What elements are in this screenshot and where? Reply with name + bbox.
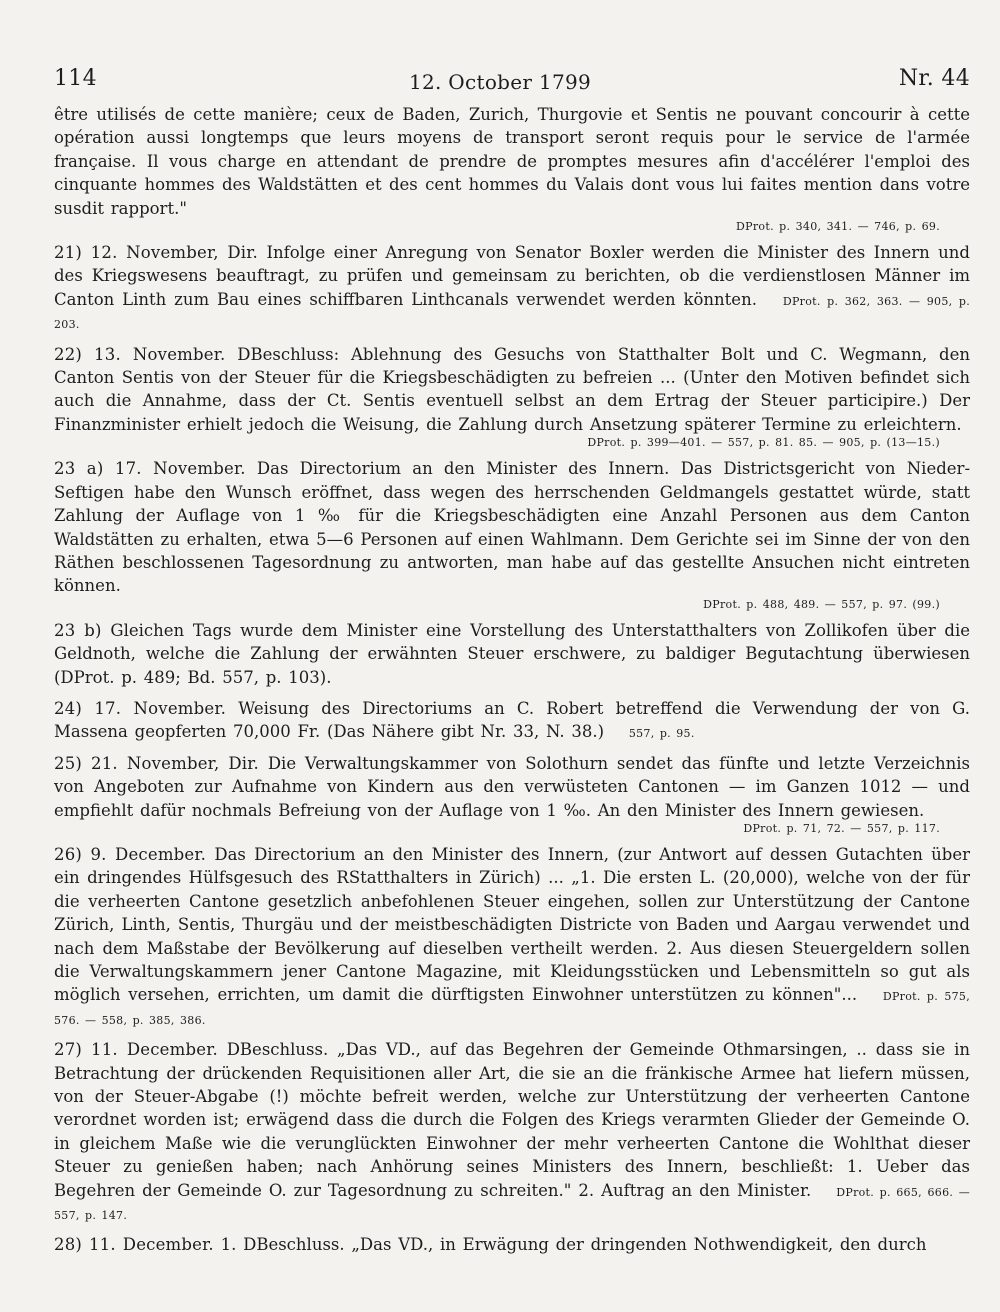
entry-text: DBeschluss. „Das VD., auf das Begehren der Gemeinde Othmarsingen, .. dass sie in Betrachtung der drückenden Requisitionen aller Art, die sie an die fränkische Armee hat liefern müssen, von der Steuer-Abgabe (!) möchte befreit werden, welche zur Unterstützung der verheerten Cantone verordnet worden ist; erwägend dass die durch die Folgen des Kriegs verarmten Glieder der Gemeinde O. in gleichem Maße wie die verunglückten Einwohner der mehr verheerten Cantone die Wohlthat dieser Steuer zu genießen haben; nach Anhörung seines Ministers des Innern, beschließt: 1. Ueber das Begehren der Gemeinde O. zur Tagesordnung zu schreiten." 2. Auftrag an den Minister. xyxy=(54,1040,970,1200)
archive-reference: DProt. p. 362, 363. — 905, p. 203. xyxy=(54,294,971,332)
entry-25 xyxy=(54,752,970,835)
page-header xyxy=(54,66,970,94)
entry-21 xyxy=(54,241,970,335)
entry-text: Infolge einer Anregung von Senator Boxler werden die Minister des Innern und des Kriegswesens beauftragt, zu prüfen und gemeinsam zu berichten, ob die verdienstlosen Männer im Canton Linth zum Bau eines schiffbaren Linthcanals verwendet werden könnten. xyxy=(54,243,970,309)
entry-continuation xyxy=(54,103,970,233)
entry-22 xyxy=(54,343,970,450)
entry-text: Das Directorium an den Minister des Innern, (zur Antwort auf dessen Gutachten über ein dringendes Hülfsgesuch des RStatthalters in Zürich) ... „1. Die ersten L. (20,000), welche von der für die verheerten Cantone gesetzlich anbefohlenen Steuer eingehen, sollen zur Unterstützung der Cantone Zürich, Linth, Sentis, Thurgäu und der meistbeschädigten Districte von Baden und Aargau verwendet und nach dem Maßstabe der Bevölkerung auf dieselben vertheilt werden. 2. Aus diesen Steuergeldern sollen die Verwaltungskammern jener Cantone Magazine, mit Kleidungsstücken und Lebensmitteln so gut als möglich versehen, errichten, um damit die dürftigsten Einwohner unterstützen zu können"... xyxy=(54,844,970,1005)
entry-number: 24) 17. November. xyxy=(54,698,227,718)
page-number: 114 xyxy=(54,66,97,91)
archive-reference: DProt. p. 488, 489. — 557, p. 97. (99.) xyxy=(703,597,940,611)
entry-text: Gleichen Tags wurde dem Minister eine Vorstellung des Unterstatthalters von Zollikofen über die Geldnoth, welche die Zahlung der erwähnten Steuer erschwere, zu baldiger Begutachtung überwiesen (DProt. p. 489; Bd. 557, p. 103). xyxy=(54,620,971,687)
archive-reference: DProt. p. 71, 72. — 557, p. 117. xyxy=(743,821,940,835)
entry-23a xyxy=(54,457,970,610)
entry-number: 28) 11. December. xyxy=(54,1235,214,1255)
archive-reference: DProt. p. 665, 666. — 557, p. 147. xyxy=(54,1185,971,1223)
entry-text: Die Verwaltungskammer von Solothurn sendet das fünfte und letzte Verzeichnis von Angeboten zur Aufnahme von Kindern aus den verwüsteten Cantonen — im Ganzen 1012 — und empfiehlt dafür nochmals Befreiung von der Auflage von 1 ‰. An den Minister des Innern gewiesen. xyxy=(54,753,971,820)
entry-26 xyxy=(54,843,970,1030)
entry-28 xyxy=(54,1233,970,1256)
entry-text: DBeschluss: Ablehnung des Gesuchs von Statthalter Bolt und C. Wegmann, den Canton Sentis von der Steuer für die Kriegsbeschädigten zu befreien ... (Unter den Motiven befindet sich auch die Annahme, dass der Ct. Sentis eventuell selbst an dem Ertrag der Steuer participire.) Der Finanzminister erhielt jedoch die Weisung, die Zahlung durch Ansetzung späterer Termine zu erleichtern. xyxy=(54,344,970,434)
entry-number: 25) 21. November, Dir. xyxy=(54,753,260,773)
entry-24 xyxy=(54,697,970,744)
entry-text: Das Directorium an den Minister des Innern. Das Districtsgericht von Nieder-Seftigen habe den Wunsch eröffnet, dass wegen des herrschenden Geldmangels gestattet würde, statt Zahlung der Auflage von 1 ‰ für die Kriegsbeschädigten eine Anzahl Personen aus dem Canton Waldstätten zu erhalten, etwa 5—6 Personen auf einen Wahlmann. Dem Gerichte sei im Sinne der von den Räthen beschlossenen Tagesordnung zu antworten, man habe auf das gestellte Ansuchen nicht eintreten können. xyxy=(54,459,971,596)
entry-23b xyxy=(54,619,970,689)
archive-reference: DProt. p. 340, 341. — 746, p. 69. xyxy=(736,220,940,234)
entry-text: Weisung des Directoriums an C. Robert betreffend die Verwendung der von G. Massena geopferten 70,000 Fr. (Das Nähere gibt Nr. 33, N. 38.) xyxy=(54,698,970,742)
entry-number: 23 a) 17. November. xyxy=(54,459,246,479)
entry-27 xyxy=(54,1038,970,1225)
document-number: Nr. 44 xyxy=(898,66,970,91)
entry-number: 22) 13. November. xyxy=(54,344,226,364)
entry-text: 1. DBeschluss. „Das VD., in Erwägung der dringenden Nothwendigkeit, den durch xyxy=(220,1235,927,1255)
archive-reference: 557, p. 95. xyxy=(628,727,695,741)
archive-reference: DProt. p. 399—401. — 557, p. 81. 85. — 905, p. (13—15.) xyxy=(587,436,940,450)
header-date: 12. October 1799 xyxy=(408,70,592,94)
entry-number: 26) 9. December. xyxy=(54,844,207,864)
entry-text: être utilisés de cette manière; ceux de Baden, Zurich, Thurgovie et Sentis ne pouvant concourir à cette opération aussi longtemps que leurs moyens de transport seront requis pour le service de l'armée française. Il vous charge en attendant de prendre de promptes mesures afin d'accélérer l'emploi des cinquante hommes des Waldstätten et des cent hommes du Valais dont vous lui faites mention dans votre susdit rapport." xyxy=(54,105,970,218)
entry-number: 21) 12. November, Dir. xyxy=(54,243,258,263)
archive-reference: DProt. p. 575, 576. — 558, p. 385, 386. xyxy=(54,990,971,1027)
entry-number: 23 b) xyxy=(54,620,102,640)
entry-number: 27) 11. December. xyxy=(54,1040,218,1060)
